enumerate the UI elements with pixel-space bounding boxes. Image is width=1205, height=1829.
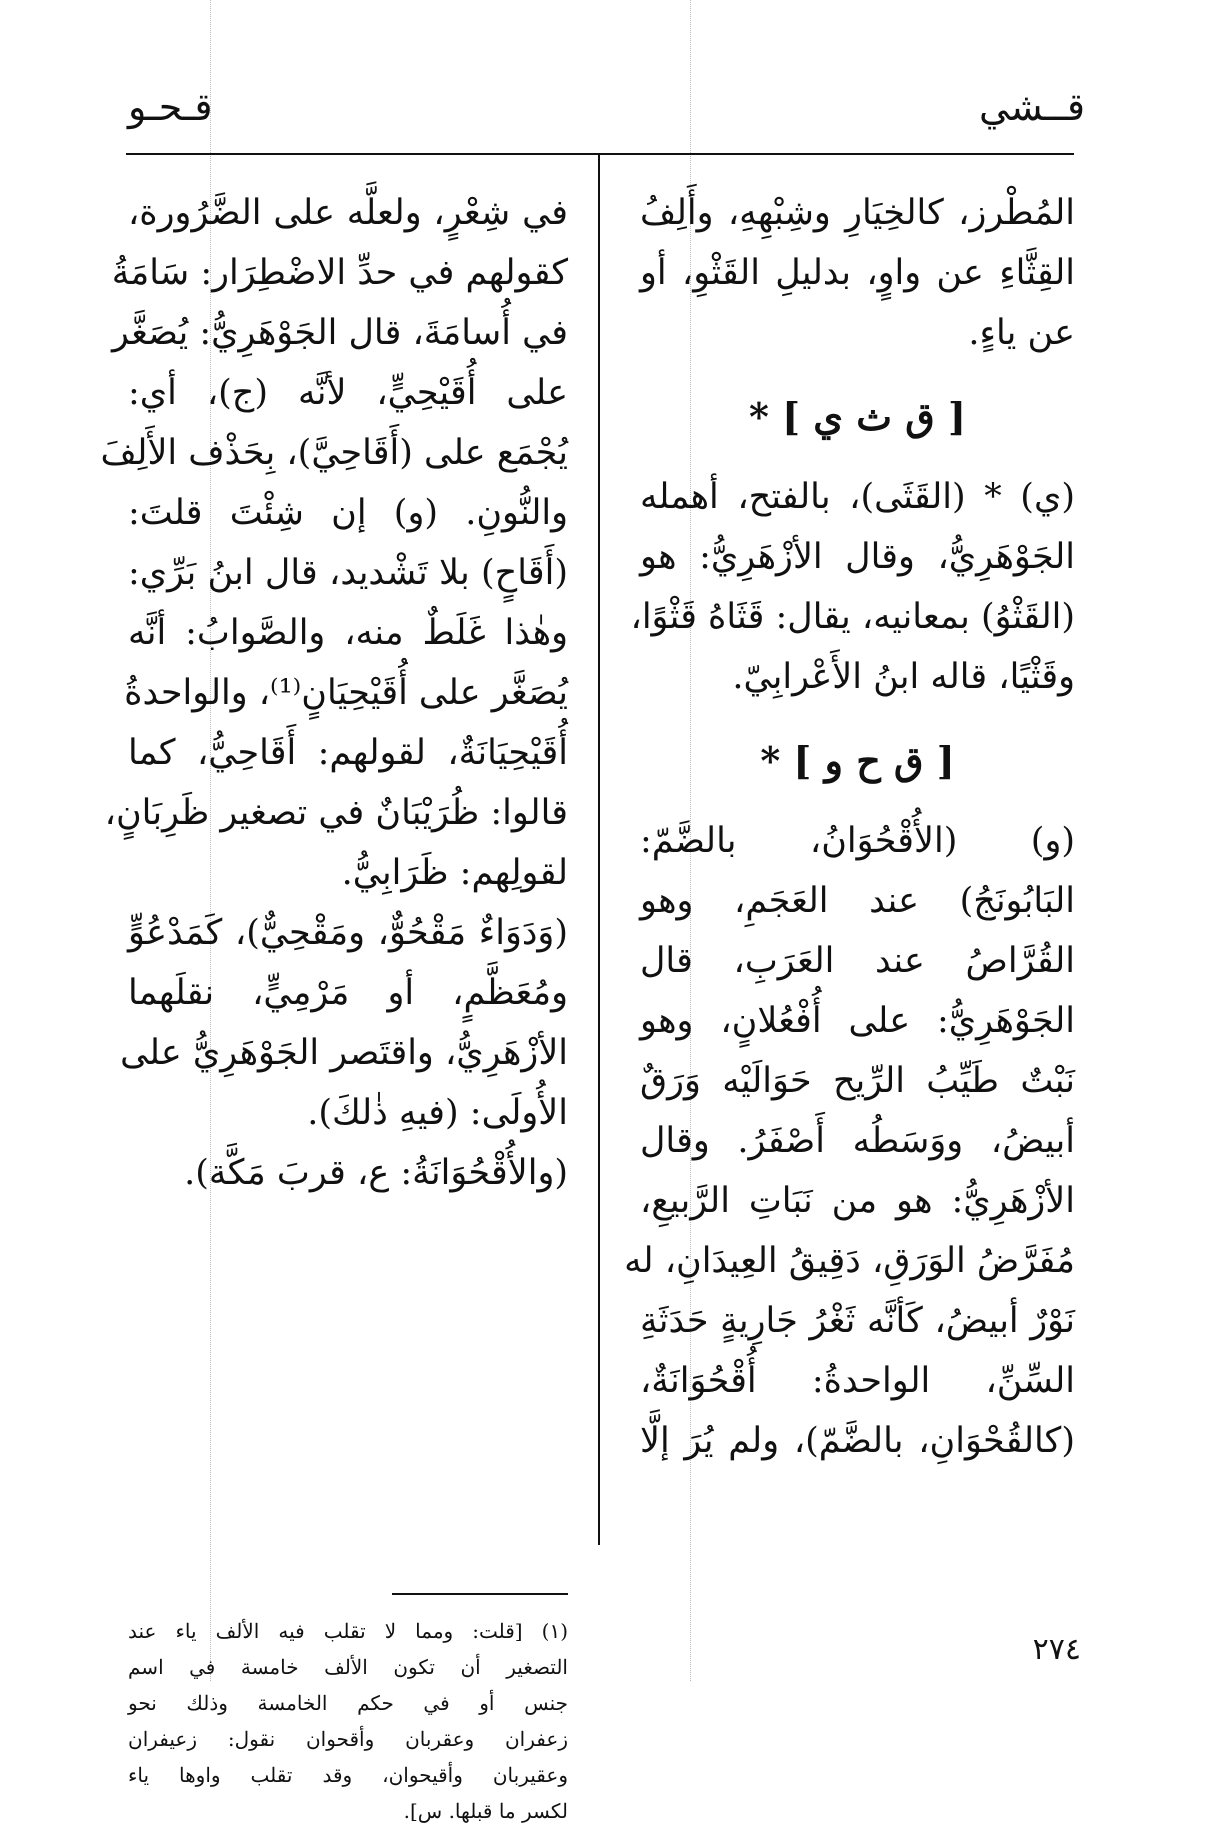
text-line: أُقَيْحِيَانَةٌ، لقولهم: أَقَاحِيُّ، كما — [128, 733, 568, 773]
text-line: على أُقَيْحِيٍّ، لأنَّه (ج)، أي: — [128, 373, 568, 413]
text-line: السِّنِّ، الواحدةُ: أُقْحُوَانَةٌ، — [640, 1361, 1075, 1401]
text-line: نَوْرٌ أبيضُ، كَأنَّه ثَغْرُ جَارِيةٍ حَدَثَةِ — [640, 1301, 1075, 1341]
header-rule — [126, 153, 1074, 155]
text-line: في أُسامَةَ، قال الجَوْهَرِيُّ: يُصَغَّر — [111, 313, 568, 353]
text-line: (القَثْوُ) بمعانيه، يقال: قَثَاهُ قَثْوًا، — [630, 597, 1075, 637]
text-line: مُفَرَّضُ الوَرَقِ، دَقِيقُ العِيدَانِ، له — [624, 1241, 1075, 1281]
text-line: ومُعَظَّمٍ، أو مَرْمِيٍّ، نقلَهما — [128, 973, 568, 1013]
text-line: قالوا: ظُرَيْبَانٌ في تصغير ظَرِبَانٍ، — [104, 793, 568, 833]
text-line: (وَدَوَاءٌ مَقْحُوٌّ، ومَقْحِيٌّ)، كَمَدْعُوٍّ — [128, 913, 568, 953]
footnote-line: جنس أو في حكم الخامسة وذلك نحو — [128, 1691, 568, 1715]
text-line: (ي) * (القَثَى)، بالفتح، أهمله — [640, 477, 1075, 517]
left-column — [100, 183, 568, 1203]
text-line: لقولِهم: ظَرَابِيُّ. — [341, 853, 568, 893]
text-line: وهٰذا غَلَطٌ منه، والصَّوابُ: أنَّه — [128, 613, 568, 653]
text-line: يُصَغَّر على أُقَيْحِيَانٍ⁽¹⁾، والواحدةُ — [124, 673, 568, 713]
text-line: القِثَّاءِ عن واوٍ، بدليلِ القَثْوِ، أو — [640, 253, 1075, 293]
column-divider — [598, 155, 600, 1545]
text-line: (كالقُحْوَانِ، بالضَّمّ)، ولم يُرَ إلَّا — [640, 1421, 1075, 1461]
footnote-line: (١) [قلت: ومما لا تقلب فيه الألف ياء عند — [128, 1619, 568, 1643]
text-line: أبيضُ، ووَسَطُه أَصْفَرُ. وقال — [640, 1121, 1075, 1161]
text-line: وقَثْيًا، قاله ابنُ الأَعْرابِيّ. — [732, 657, 1075, 697]
text-line: عن ياءٍ. — [968, 313, 1075, 353]
page-number: ٢٧٤ — [1032, 1632, 1081, 1667]
footnote-line: وعقيربان وأقيحوان، وقد تقلب واوها ياء — [128, 1763, 568, 1787]
text-line: كقولهم في حدِّ الاضْطِرَار: سَامَةُ — [111, 253, 568, 293]
text-line: الجَوْهَرِيُّ، وقال الأزْهَرِيُّ: هو — [640, 537, 1075, 577]
text-line: المُطْرز، كالخِيَارِ وشِبْهِهِ، وأَلِفُ — [640, 193, 1075, 233]
running-header-right: قــشي — [978, 85, 1085, 129]
text-line: الأزْهَرِيُّ: هو من نَبَاتِ الرَّبيعِ، — [640, 1181, 1075, 1221]
footnote-rule — [392, 1593, 568, 1595]
footnote-line: لكسر ما قبلها. س]. — [403, 1799, 568, 1823]
text-line: يُجْمَع على (أَقَاحِيَّ)، بِحَذْف الأَلِفَ — [100, 433, 568, 473]
right-column — [624, 183, 1075, 1471]
text-line: (أَقَاحٍ) بلا تَشْديد، قال ابنُ بَرِّي: — [128, 553, 568, 593]
footnote — [128, 1613, 568, 1829]
text-line: في شِعْرٍ، ولعلَّه على الضَّرُورة، — [128, 193, 568, 233]
text-line: (والأُقْحُوَانَةُ: ع، قربَ مَكَّة). — [184, 1153, 568, 1193]
entry-heading: [ ق ث ي ] * — [749, 394, 966, 439]
text-line: الجَوْهَرِيُّ: على أُفْعُلانٍ، وهو — [640, 1001, 1075, 1041]
text-line: البَابُونَجُ) عند العَجَمِ، وهو — [640, 881, 1075, 921]
running-header-left: قـحـو — [128, 85, 213, 129]
text-line: والنُّونِ. (و) إن شِئْتَ قلتَ: — [128, 493, 568, 533]
text-line: نَبْتٌ طَيِّبُ الرِّيح حَوَالَيْه وَرَقٌ — [640, 1061, 1075, 1101]
text-line: (و) (الأُقْحُوَانُ، بالضَّمّ: — [640, 821, 1075, 861]
footnote-line: التصغير أن تكون الألف خامسة في اسم — [128, 1655, 568, 1679]
text-line: الأزْهَرِيُّ، واقتَصر الجَوْهَرِيُّ على — [120, 1033, 568, 1073]
footnote-line: زعفران وعقربان وأقحوان نقول: زعيفران — [128, 1727, 568, 1751]
text-line: القُرَّاصُ عند العَرَبِ، قال — [640, 941, 1075, 981]
text-line: الأُولَى: (فيهِ ذٰلكَ). — [307, 1093, 568, 1133]
entry-heading: [ ق ح و ] * — [760, 738, 955, 783]
